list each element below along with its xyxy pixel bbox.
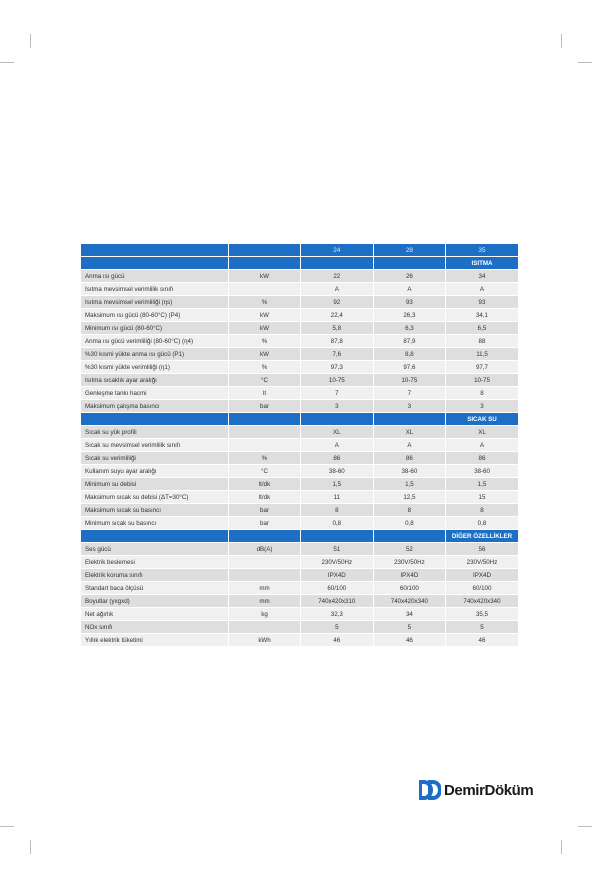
spec-row — [81, 595, 519, 608]
spec-unit: bar — [229, 504, 301, 517]
spec-unit: lt — [229, 387, 301, 400]
spec-value: XL — [373, 426, 446, 439]
section-blank-cell — [373, 530, 446, 543]
spec-label: Kullanım suyu ayar aralığı — [81, 465, 229, 478]
spec-label: Maksimum sıcak su basıncı — [81, 504, 229, 517]
spec-label: Maksimum ısı gücü (80-60°C) (P4) — [81, 309, 229, 322]
spec-row — [81, 374, 519, 387]
spec-value: 5 — [301, 621, 374, 634]
spec-row — [81, 478, 519, 491]
spec-value: A — [446, 283, 519, 296]
spec-label: Anma ısı gücü — [81, 270, 229, 283]
spec-value: 93 — [446, 296, 519, 309]
spec-row — [81, 400, 519, 413]
spec-label: Genleşme tankı hacmi — [81, 387, 229, 400]
spec-value: 6,5 — [446, 322, 519, 335]
spec-value: 35,5 — [446, 608, 519, 621]
section-title: SICAK SU — [446, 413, 519, 426]
spec-value: 97,3 — [301, 361, 374, 374]
spec-label: Minimum sıcak su basıncı — [81, 517, 229, 530]
brand-name: DemirDöküm — [444, 781, 534, 799]
spec-value: 46 — [301, 634, 374, 647]
spec-value: 8 — [373, 504, 446, 517]
spec-value: 22 — [301, 270, 374, 283]
spec-row — [81, 491, 519, 504]
spec-value: 0,8 — [446, 517, 519, 530]
spec-label: Sıcak su verimliliği — [81, 452, 229, 465]
spec-value: 7,6 — [301, 348, 374, 361]
spec-value: 8 — [446, 504, 519, 517]
spec-value: 93 — [373, 296, 446, 309]
crop-mark — [0, 62, 14, 63]
spec-label: Net ağırlık — [81, 608, 229, 621]
section-blank-cell — [229, 413, 301, 426]
spec-unit — [229, 439, 301, 452]
spec-value: 1,5 — [373, 478, 446, 491]
spec-value: 740x420x340 — [446, 595, 519, 608]
spec-row — [81, 569, 519, 582]
spec-value: A — [446, 439, 519, 452]
spec-value: 38-60 — [373, 465, 446, 478]
spec-unit: °C — [229, 374, 301, 387]
spec-unit — [229, 283, 301, 296]
spec-value: 60/100 — [446, 582, 519, 595]
crop-mark — [30, 840, 31, 854]
brand-logo — [419, 780, 533, 800]
spec-row — [81, 309, 519, 322]
spec-label: Maksimum çalışma basıncı — [81, 400, 229, 413]
spec-label: %30 kısmi yükte anma ısı gücü (P1) — [81, 348, 229, 361]
spec-unit: kW — [229, 322, 301, 335]
spec-value: 87,8 — [301, 335, 374, 348]
spec-value: 10-75 — [373, 374, 446, 387]
spec-value: IPX4D — [446, 569, 519, 582]
spec-row — [81, 504, 519, 517]
spec-value: 8 — [301, 504, 374, 517]
spec-unit: lt/dk — [229, 491, 301, 504]
spec-row — [81, 296, 519, 309]
section-blank-cell — [81, 530, 229, 543]
spec-value: 38-60 — [301, 465, 374, 478]
spec-row — [81, 270, 519, 283]
model-header: 24 — [301, 244, 374, 257]
spec-value: 26,3 — [373, 309, 446, 322]
spec-table-body — [81, 244, 519, 647]
spec-label: NOx sınıfı — [81, 621, 229, 634]
spec-label: Isıtma sıcaklık ayar aralığı — [81, 374, 229, 387]
spec-value: IPX4D — [301, 569, 374, 582]
spec-row — [81, 452, 519, 465]
header-blank-cell — [81, 244, 229, 257]
demirdokum-logo-icon — [419, 780, 441, 800]
model-header: 28 — [373, 244, 446, 257]
crop-mark — [30, 34, 31, 48]
spec-label: Sıcak su mevsimsel verimlilik sınıfı — [81, 439, 229, 452]
spec-row — [81, 348, 519, 361]
spec-row — [81, 361, 519, 374]
spec-row — [81, 322, 519, 335]
spec-value: 15 — [446, 491, 519, 504]
spec-label: Yıllık elektrik tüketimi — [81, 634, 229, 647]
spec-value: 1,5 — [446, 478, 519, 491]
spec-unit: bar — [229, 400, 301, 413]
spec-table — [80, 243, 519, 647]
spec-value: 8 — [446, 387, 519, 400]
spec-label: Isıtma mevsimsel verimliliği (ηs) — [81, 296, 229, 309]
spec-value: 3 — [301, 400, 374, 413]
spec-value: 38-60 — [446, 465, 519, 478]
spec-row — [81, 543, 519, 556]
spec-unit: mm — [229, 595, 301, 608]
spec-value: 56 — [446, 543, 519, 556]
spec-value: 230V/50Hz — [301, 556, 374, 569]
spec-value: 0,8 — [373, 517, 446, 530]
spec-label: Isıtma mevsimsel verimlilik sınıfı — [81, 283, 229, 296]
crop-mark — [0, 826, 14, 827]
section-blank-cell — [81, 257, 229, 270]
spec-value: 230V/50Hz — [373, 556, 446, 569]
spec-row — [81, 335, 519, 348]
spec-value: 60/100 — [301, 582, 374, 595]
spec-row — [81, 439, 519, 452]
spec-value: 34,1 — [446, 309, 519, 322]
spec-value: 22,4 — [301, 309, 374, 322]
spec-value: 230V/50Hz — [446, 556, 519, 569]
spec-value: 1,5 — [301, 478, 374, 491]
spec-value: 740x420x310 — [301, 595, 374, 608]
spec-value: 46 — [446, 634, 519, 647]
section-blank-cell — [301, 257, 374, 270]
spec-row — [81, 283, 519, 296]
section-blank-cell — [229, 257, 301, 270]
spec-value: XL — [301, 426, 374, 439]
spec-value: 46 — [373, 634, 446, 647]
spec-unit — [229, 426, 301, 439]
spec-label: Maksimum sıcak su debisi (ΔT=30°C) — [81, 491, 229, 504]
spec-value: 6,3 — [373, 322, 446, 335]
section-blank-cell — [373, 257, 446, 270]
header-blank-cell — [229, 244, 301, 257]
spec-value: A — [373, 283, 446, 296]
crop-mark — [561, 840, 562, 854]
spec-value: 52 — [373, 543, 446, 556]
section-blank-cell — [301, 413, 374, 426]
spec-value: 32,3 — [301, 608, 374, 621]
spec-value: 7 — [373, 387, 446, 400]
spec-value: 11 — [301, 491, 374, 504]
spec-value: 51 — [301, 543, 374, 556]
spec-label: Elektrik beslemesi — [81, 556, 229, 569]
spec-value: 34 — [373, 608, 446, 621]
spec-row — [81, 426, 519, 439]
crop-mark — [578, 826, 592, 827]
section-blank-cell — [301, 530, 374, 543]
spec-value: 26 — [373, 270, 446, 283]
spec-value: 88 — [446, 335, 519, 348]
spec-unit — [229, 569, 301, 582]
spec-unit: % — [229, 361, 301, 374]
spec-unit — [229, 556, 301, 569]
spec-label: Boyutlar (yxgxd) — [81, 595, 229, 608]
spec-value: 8,8 — [373, 348, 446, 361]
spec-label: Ses gücü — [81, 543, 229, 556]
spec-value: A — [301, 283, 374, 296]
spec-value: 5 — [373, 621, 446, 634]
section-blank-cell — [81, 413, 229, 426]
spec-value: 11,5 — [446, 348, 519, 361]
spec-value: 97,6 — [373, 361, 446, 374]
spec-unit: kW — [229, 270, 301, 283]
spec-row — [81, 634, 519, 647]
spec-unit: dB(A) — [229, 543, 301, 556]
spec-value: 97,7 — [446, 361, 519, 374]
spec-row — [81, 608, 519, 621]
spec-unit: kg — [229, 608, 301, 621]
spec-row — [81, 621, 519, 634]
section-header-row — [81, 257, 519, 270]
spec-value: IPX4D — [373, 569, 446, 582]
spec-label: Sıcak su yük profili — [81, 426, 229, 439]
spec-unit: bar — [229, 517, 301, 530]
spec-label: Minimum su debisi — [81, 478, 229, 491]
spec-unit: °C — [229, 465, 301, 478]
spec-unit: % — [229, 296, 301, 309]
spec-unit: mm — [229, 582, 301, 595]
spec-row — [81, 465, 519, 478]
spec-value: 5,8 — [301, 322, 374, 335]
section-blank-cell — [229, 530, 301, 543]
spec-value: 87,9 — [373, 335, 446, 348]
spec-value: A — [373, 439, 446, 452]
spec-value: 86 — [373, 452, 446, 465]
spec-value: 7 — [301, 387, 374, 400]
spec-value: 10-75 — [301, 374, 374, 387]
section-blank-cell — [373, 413, 446, 426]
spec-unit: kW — [229, 348, 301, 361]
spec-label: Elektrik koruma sınıfı — [81, 569, 229, 582]
spec-label: %30 kısmi yükte verimliliği (η1) — [81, 361, 229, 374]
spec-value: A — [301, 439, 374, 452]
section-title: ISITMA — [446, 257, 519, 270]
spec-row — [81, 582, 519, 595]
spec-value: 60/100 — [373, 582, 446, 595]
section-header-row — [81, 413, 519, 426]
spec-unit: % — [229, 452, 301, 465]
spec-unit: lt/dk — [229, 478, 301, 491]
spec-unit — [229, 621, 301, 634]
spec-value: 3 — [446, 400, 519, 413]
spec-value: 5 — [446, 621, 519, 634]
section-title: DİĞER ÖZELLİKLER — [446, 530, 519, 543]
spec-value: 12,5 — [373, 491, 446, 504]
spec-value: 86 — [301, 452, 374, 465]
model-header: 35 — [446, 244, 519, 257]
section-header-row — [81, 530, 519, 543]
crop-mark — [578, 62, 592, 63]
spec-unit: % — [229, 335, 301, 348]
spec-value: 10-75 — [446, 374, 519, 387]
spec-label: Minimum ısı gücü (80-60°C) — [81, 322, 229, 335]
spec-value: XL — [446, 426, 519, 439]
spec-value: 86 — [446, 452, 519, 465]
spec-unit: kW — [229, 309, 301, 322]
spec-row — [81, 556, 519, 569]
crop-mark — [561, 34, 562, 48]
spec-unit: kWh — [229, 634, 301, 647]
spec-label: Standart baca ölçüsü — [81, 582, 229, 595]
spec-value: 0,8 — [301, 517, 374, 530]
spec-label: Anma ısı gücü verimliliği (80-60°C) (η4) — [81, 335, 229, 348]
spec-row — [81, 387, 519, 400]
spec-value: 3 — [373, 400, 446, 413]
spec-value: 34 — [446, 270, 519, 283]
model-header-row — [81, 244, 519, 257]
spec-row — [81, 517, 519, 530]
spec-value: 92 — [301, 296, 374, 309]
spec-value: 740x420x340 — [373, 595, 446, 608]
